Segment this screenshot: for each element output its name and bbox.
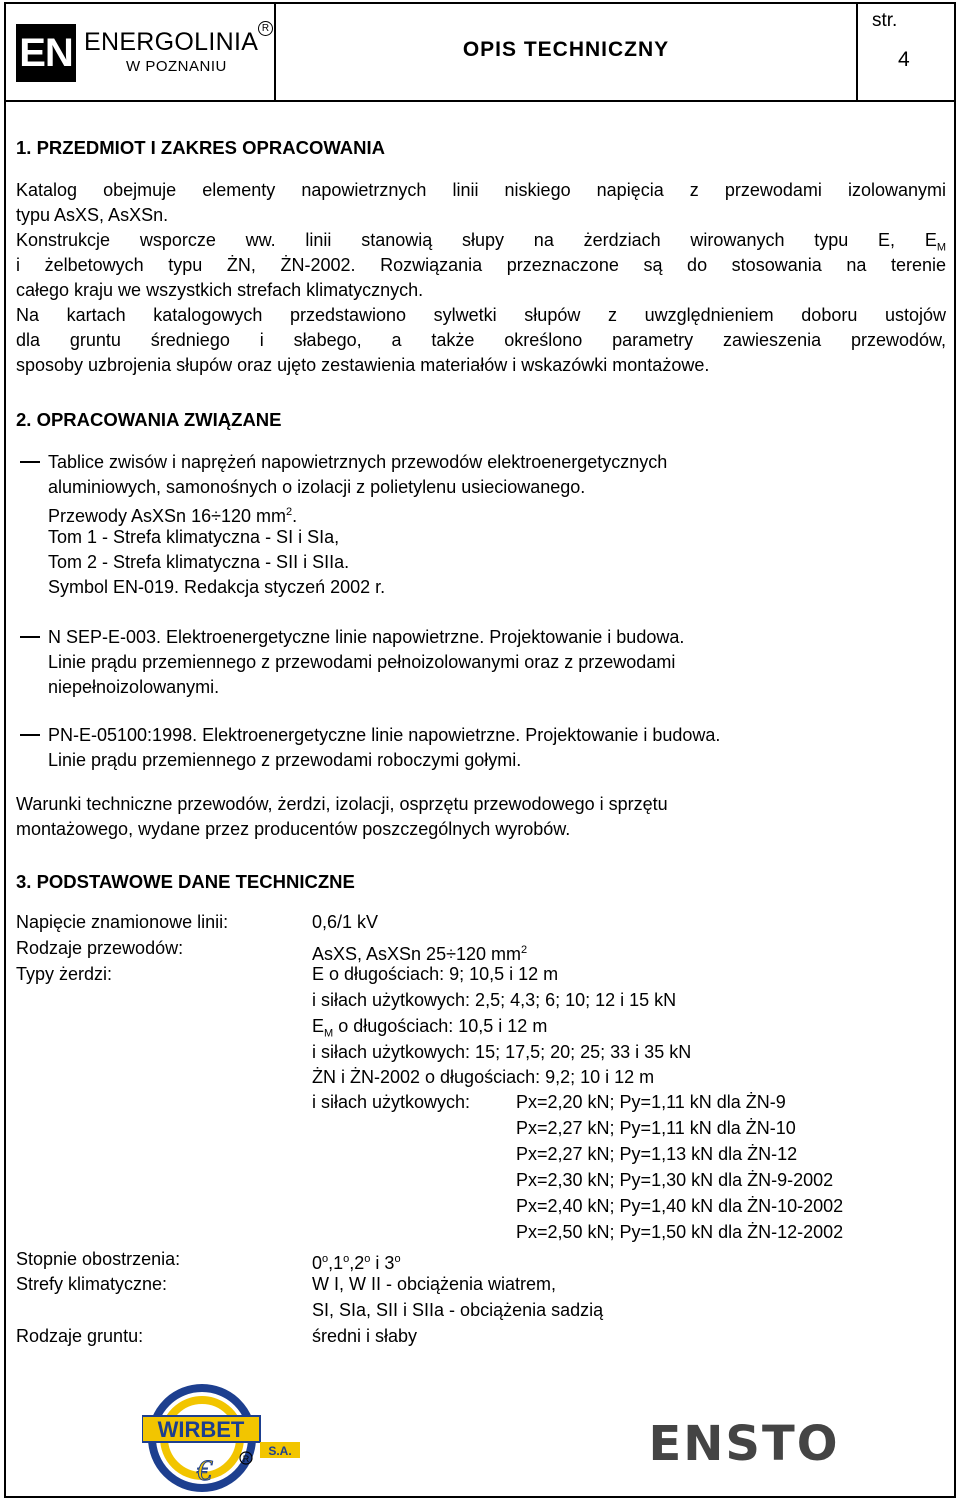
ensto-logo [624, 1414, 864, 1470]
ensto-logo-graphic [624, 1414, 864, 1470]
section-2-heading: 2. OPRACOWANIA ZWIĄZANE [16, 409, 282, 430]
wirbet-suffix: S.A. [268, 1444, 292, 1458]
list-dash [20, 461, 40, 463]
force-row: Px=2,30 kN; Py=1,30 kN dla ŻN-9-2002 [516, 1170, 834, 1190]
list-dash [20, 636, 40, 638]
list-item-line: Tom 1 - Strefa klimatyczna - SI i SIa, [48, 527, 340, 547]
ensto-logo-text: ENSTO [648, 1416, 840, 1470]
wirbet-logo [142, 1376, 302, 1494]
section-3-heading: 3. PODSTAWOWE DANE TECHNICZNE [16, 871, 355, 892]
energolinia-logo: EN [16, 24, 76, 82]
poles-line: $E_M$ o długościach: 10,5 i 12 m [312, 1016, 548, 1040]
list-dash [20, 734, 40, 736]
company-cell [6, 4, 276, 100]
paragraph-line: dla gruntu średniego i słabego, a także określono parametry zawieszenia przewodów, [16, 330, 946, 350]
paragraph-line: Katalog obejmuje elementy napowietrznych linii niskiego napięcia z przewodami izolowanymi [16, 180, 946, 200]
list-item-line: Symbol EN-019. Redakcja styczeń 2002 r. [48, 577, 386, 597]
paragraph-line: montażowego, wydane przez producentów poszczególnych wyrobów. [16, 819, 571, 839]
company-city: W POZNANIU [126, 58, 227, 75]
list-item-line: Tablice zwisów i naprężeń napowietrznych przewodów elektroenergetycznych [48, 452, 668, 472]
svg-text:R: R [242, 1454, 250, 1464]
wirbet-logo-graphic [142, 1376, 302, 1494]
degrees-value: 0$^o$,1$^o$,2$^o$ i 3$^o$ [312, 1253, 401, 1273]
list-item-line: N SEP-E-003. Elektroenergetyczne linie napowietrzne. Projektowanie i budowa. [48, 627, 685, 647]
poles-line: ŻN i ŻN-2002 o długościach: 9,2; 10 i 12 m [312, 1067, 655, 1087]
force-row: Px=2,27 kN; Py=1,13 kN dla ŻN-12 [516, 1144, 798, 1164]
zones-line: W I, W II - obciążenia wiatrem, [312, 1274, 557, 1294]
paragraph-line: i żelbetowych typu ŻN, ŻN-2002. Rozwiązania przeznaczone są do stosowania na terenie [16, 255, 946, 275]
paragraph-line: Konstrukcje wsporcze ww. linii stanowią słupy na żerdziach wirowanych typu E, $E_M$ [16, 230, 946, 254]
page-number: 4 [898, 48, 910, 71]
force-row: Px=2,50 kN; Py=1,50 kN dla ŻN-12-2002 [516, 1222, 844, 1242]
force-row: Px=2,40 kN; Py=1,40 kN dla ŻN-10-2002 [516, 1196, 844, 1216]
force-row: Px=2,27 kN; Py=1,11 kN dla ŻN-10 [516, 1118, 796, 1138]
document-header [6, 4, 954, 102]
document-page [4, 2, 956, 1498]
section-1-heading: 1. PRZEDMIOT I ZAKRES OPRACOWANIA [16, 137, 385, 158]
page-label: str. [872, 10, 898, 31]
poles-line: E o długościach: 9; 10,5 i 12 m [312, 964, 559, 984]
force-row: Px=2,20 kN; Py=1,11 kN dla ŻN-9 [516, 1092, 786, 1112]
list-item-line: Przewody AsXSn 16÷120 $mm^2$. [48, 506, 298, 526]
zones-line: SI, SIa, SII i SIIa - obciążenia sadzią [312, 1300, 604, 1320]
voltage-label: Napięcie znamionowe linii: [16, 912, 229, 932]
paragraph-line: Warunki techniczne przewodów, żerdzi, izolacji, osprzętu przewodowego i sprzętu [16, 794, 668, 814]
paragraph-line: typu AsXS, AsXSn. [16, 205, 169, 225]
page-number-cell [858, 4, 954, 100]
paragraph-line: sposoby uzbrojenia słupów oraz ujęto zestawienia materiałów i wskazówki montażowe. [16, 355, 710, 375]
poles-line: i siłach użytkowych: 2,5; 4,3; 6; 10; 12 i 15 kN [312, 990, 677, 1010]
wirbet-logo-text: WIRBET [157, 1417, 245, 1442]
list-item-line: Linie prądu przemiennego z przewodami pełnoizolowanymi oraz z przewodami [48, 652, 676, 672]
conductors-label: Rodzaje przewodów: [16, 938, 184, 958]
poles-label: Typy żerdzi: [16, 964, 113, 984]
soil-label: Rodzaje gruntu: [16, 1326, 144, 1346]
voltage-value: 0,6/1 kV [312, 912, 379, 932]
poles-line: i siłach użytkowych: [312, 1092, 471, 1112]
list-item-line: Linie prądu przemiennego z przewodami roboczymi gołymi. [48, 750, 522, 770]
paragraph-line: Na kartach katalogowych przedstawiono sylwetki słupów z uwzględnieniem doboru ustojów [16, 305, 946, 325]
soil-value: średni i słaby [312, 1326, 418, 1346]
list-item-line: niepełnoizolowanymi. [48, 677, 220, 697]
degrees-label: Stopnie obostrzenia: [16, 1249, 181, 1269]
poles-line: i siłach użytkowych: 15; 17,5; 20; 25; 33 i 35 kN [312, 1042, 692, 1062]
company-name: ENERGOLINIA $^R$ [84, 28, 273, 57]
list-item-line: aluminiowych, samonośnych o izolacji z polietylenu usieciowanego. [48, 477, 586, 497]
conductors-value: AsXS, AsXSn 25÷120 $mm^2$ [312, 944, 528, 964]
svg-text:€: € [196, 1454, 212, 1487]
zones-label: Strefy klimatyczne: [16, 1274, 168, 1294]
list-item-line: PN-E-05100:1998. Elektroenergetyczne linie napowietrzne. Projektowanie i budowa. [48, 725, 721, 745]
paragraph-line: całego kraju we wszystkich strefach klimatycznych. [16, 280, 424, 300]
title-cell [276, 4, 858, 100]
document-title: OPIS TECHNICZNY [462, 38, 670, 61]
registered-mark: R [258, 21, 273, 36]
list-item-line: Tom 2 - Strefa klimatyczna - SII i SIIa. [48, 552, 350, 572]
